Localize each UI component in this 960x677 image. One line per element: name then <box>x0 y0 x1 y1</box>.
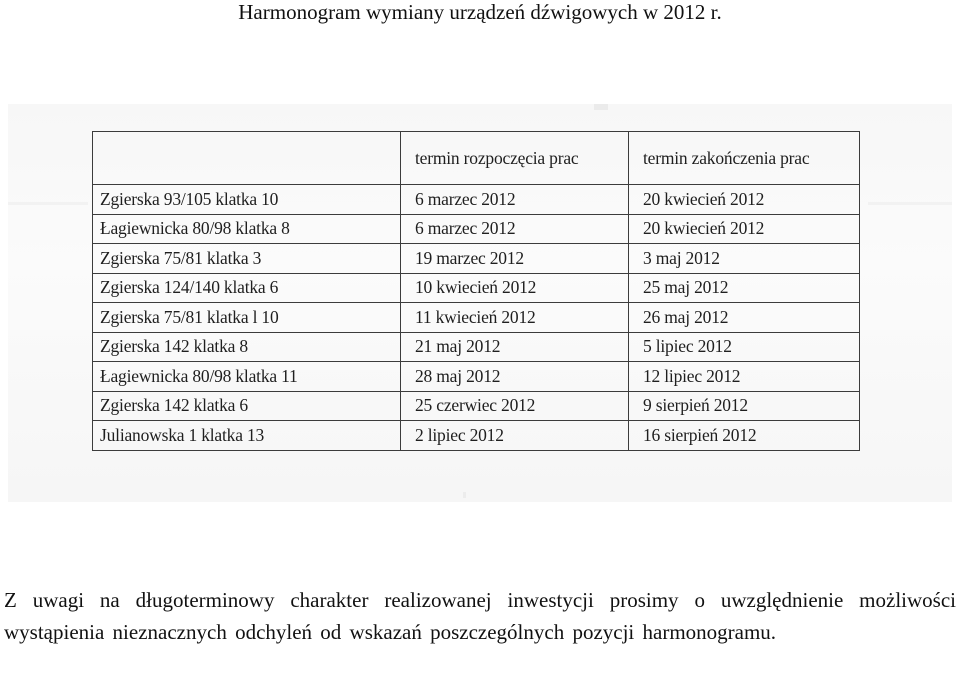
row-end-date: 16 sierpień 2012 <box>629 421 860 451</box>
row-start-date: 21 maj 2012 <box>401 332 629 362</box>
row-location: Zgierska 142 klatka 6 <box>93 391 401 421</box>
table-header-row <box>93 132 860 185</box>
row-location: Zgierska 93/105 klatka 10 <box>93 185 401 215</box>
table-row <box>93 391 860 421</box>
row-start-date: 28 maj 2012 <box>401 362 629 392</box>
row-start-date: 11 kwiecień 2012 <box>401 303 629 333</box>
row-location: Zgierska 75/81 klatka l 10 <box>93 303 401 333</box>
row-end-date: 5 lipiec 2012 <box>629 332 860 362</box>
document-title: Harmonogram wymiany urządzeń dźwigowych w 2012 r. <box>238 0 722 24</box>
header-start-date: termin rozpoczęcia prac <box>401 132 629 185</box>
table-row <box>93 421 860 451</box>
table-row <box>93 273 860 303</box>
row-end-date: 25 maj 2012 <box>629 273 860 303</box>
header-end-date: termin zakończenia prac <box>629 132 860 185</box>
row-end-date: 12 lipiec 2012 <box>629 362 860 392</box>
row-start-date: 25 czerwiec 2012 <box>401 391 629 421</box>
header-location <box>93 132 401 185</box>
row-end-date: 20 kwiecień 2012 <box>629 214 860 244</box>
row-end-date: 26 maj 2012 <box>629 303 860 333</box>
row-end-date: 9 sierpień 2012 <box>629 391 860 421</box>
row-location: Zgierska 142 klatka 8 <box>93 332 401 362</box>
table-row <box>93 303 860 333</box>
table-row <box>93 362 860 392</box>
row-location: Łagiewnicka 80/98 klatka 8 <box>93 214 401 244</box>
table-row <box>93 185 860 215</box>
row-start-date: 10 kwiecień 2012 <box>401 273 629 303</box>
table-row <box>93 244 860 274</box>
row-end-date: 3 maj 2012 <box>629 244 860 274</box>
table-row <box>93 214 860 244</box>
row-start-date: 6 marzec 2012 <box>401 185 629 215</box>
schedule-table <box>92 131 860 451</box>
table-row <box>93 332 860 362</box>
scan-artifact <box>463 492 466 498</box>
note-paragraph: Z uwagi na długoterminowy charakter realizowanej inwestycji prosimy o uwzględnienie możliwości wystąpienia nieznacznych odchyleń od wskazań poszczególnych pozycji harmonogramu. <box>4 588 956 644</box>
row-start-date: 2 lipiec 2012 <box>401 421 629 451</box>
scan-artifact <box>8 202 88 205</box>
scan-artifact <box>594 104 608 110</box>
row-end-date: 20 kwiecień 2012 <box>629 185 860 215</box>
row-start-date: 19 marzec 2012 <box>401 244 629 274</box>
scan-artifact <box>868 202 952 205</box>
row-start-date: 6 marzec 2012 <box>401 214 629 244</box>
row-location: Łagiewnicka 80/98 klatka 11 <box>93 362 401 392</box>
row-location: Zgierska 75/81 klatka 3 <box>93 244 401 274</box>
row-location: Julianowska 1 klatka 13 <box>93 421 401 451</box>
row-location: Zgierska 124/140 klatka 6 <box>93 273 401 303</box>
